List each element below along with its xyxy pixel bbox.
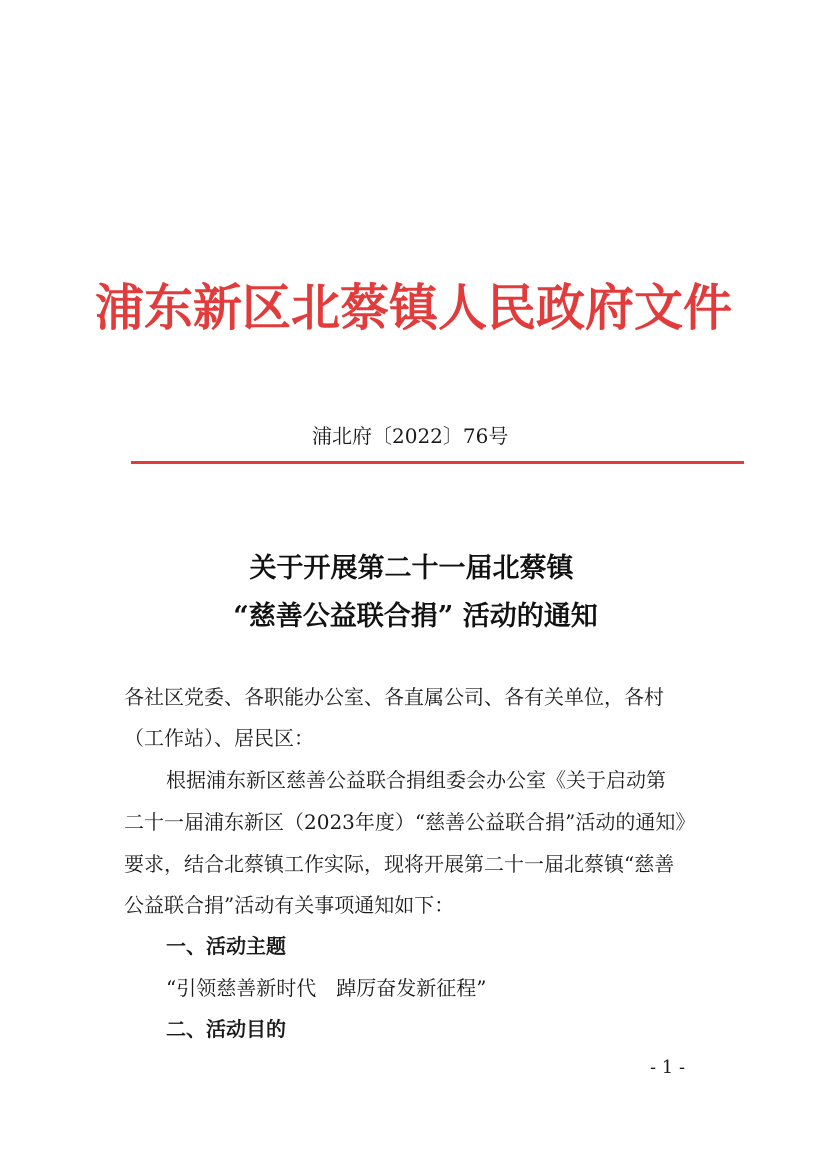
section-1-heading: 一、活动主题	[166, 934, 286, 958]
paragraph-line: 根据浦东新区慈善公益联合捐组委会办公室《关于启动第	[166, 768, 666, 792]
addressees-line-1: 各社区党委、各职能办公室、各直属公司、各有关单位，各村	[124, 685, 664, 709]
document-number: 浦北府〔2022〕76号	[312, 424, 509, 448]
paragraph-line: 要求，结合北蔡镇工作实际，现将开展第二十一届北蔡镇“慈善	[124, 852, 675, 876]
section-2-heading: 二、活动目的	[166, 1017, 286, 1041]
notice-title-line-1: 关于开展第二十一届北蔡镇	[249, 553, 574, 584]
paragraph-line: 公益联合捐”活动有关事项通知如下：	[124, 893, 455, 917]
red-divider	[131, 461, 744, 464]
section-1-text: “引领慈善新时代 踔厉奋发新征程”	[166, 976, 487, 1000]
page-number: - 1 -	[650, 1057, 686, 1078]
letterhead-title: 浦东新区北蔡镇人民政府文件	[94, 278, 732, 337]
paragraph-line: 二十一届浦东新区（2023年度）“慈善公益联合捐”活动的通知》	[124, 810, 696, 834]
notice-title-line-2: “慈善公益联合捐” 活动的通知	[233, 601, 598, 632]
addressees-line-2: （工作站）、居民区：	[124, 726, 314, 750]
